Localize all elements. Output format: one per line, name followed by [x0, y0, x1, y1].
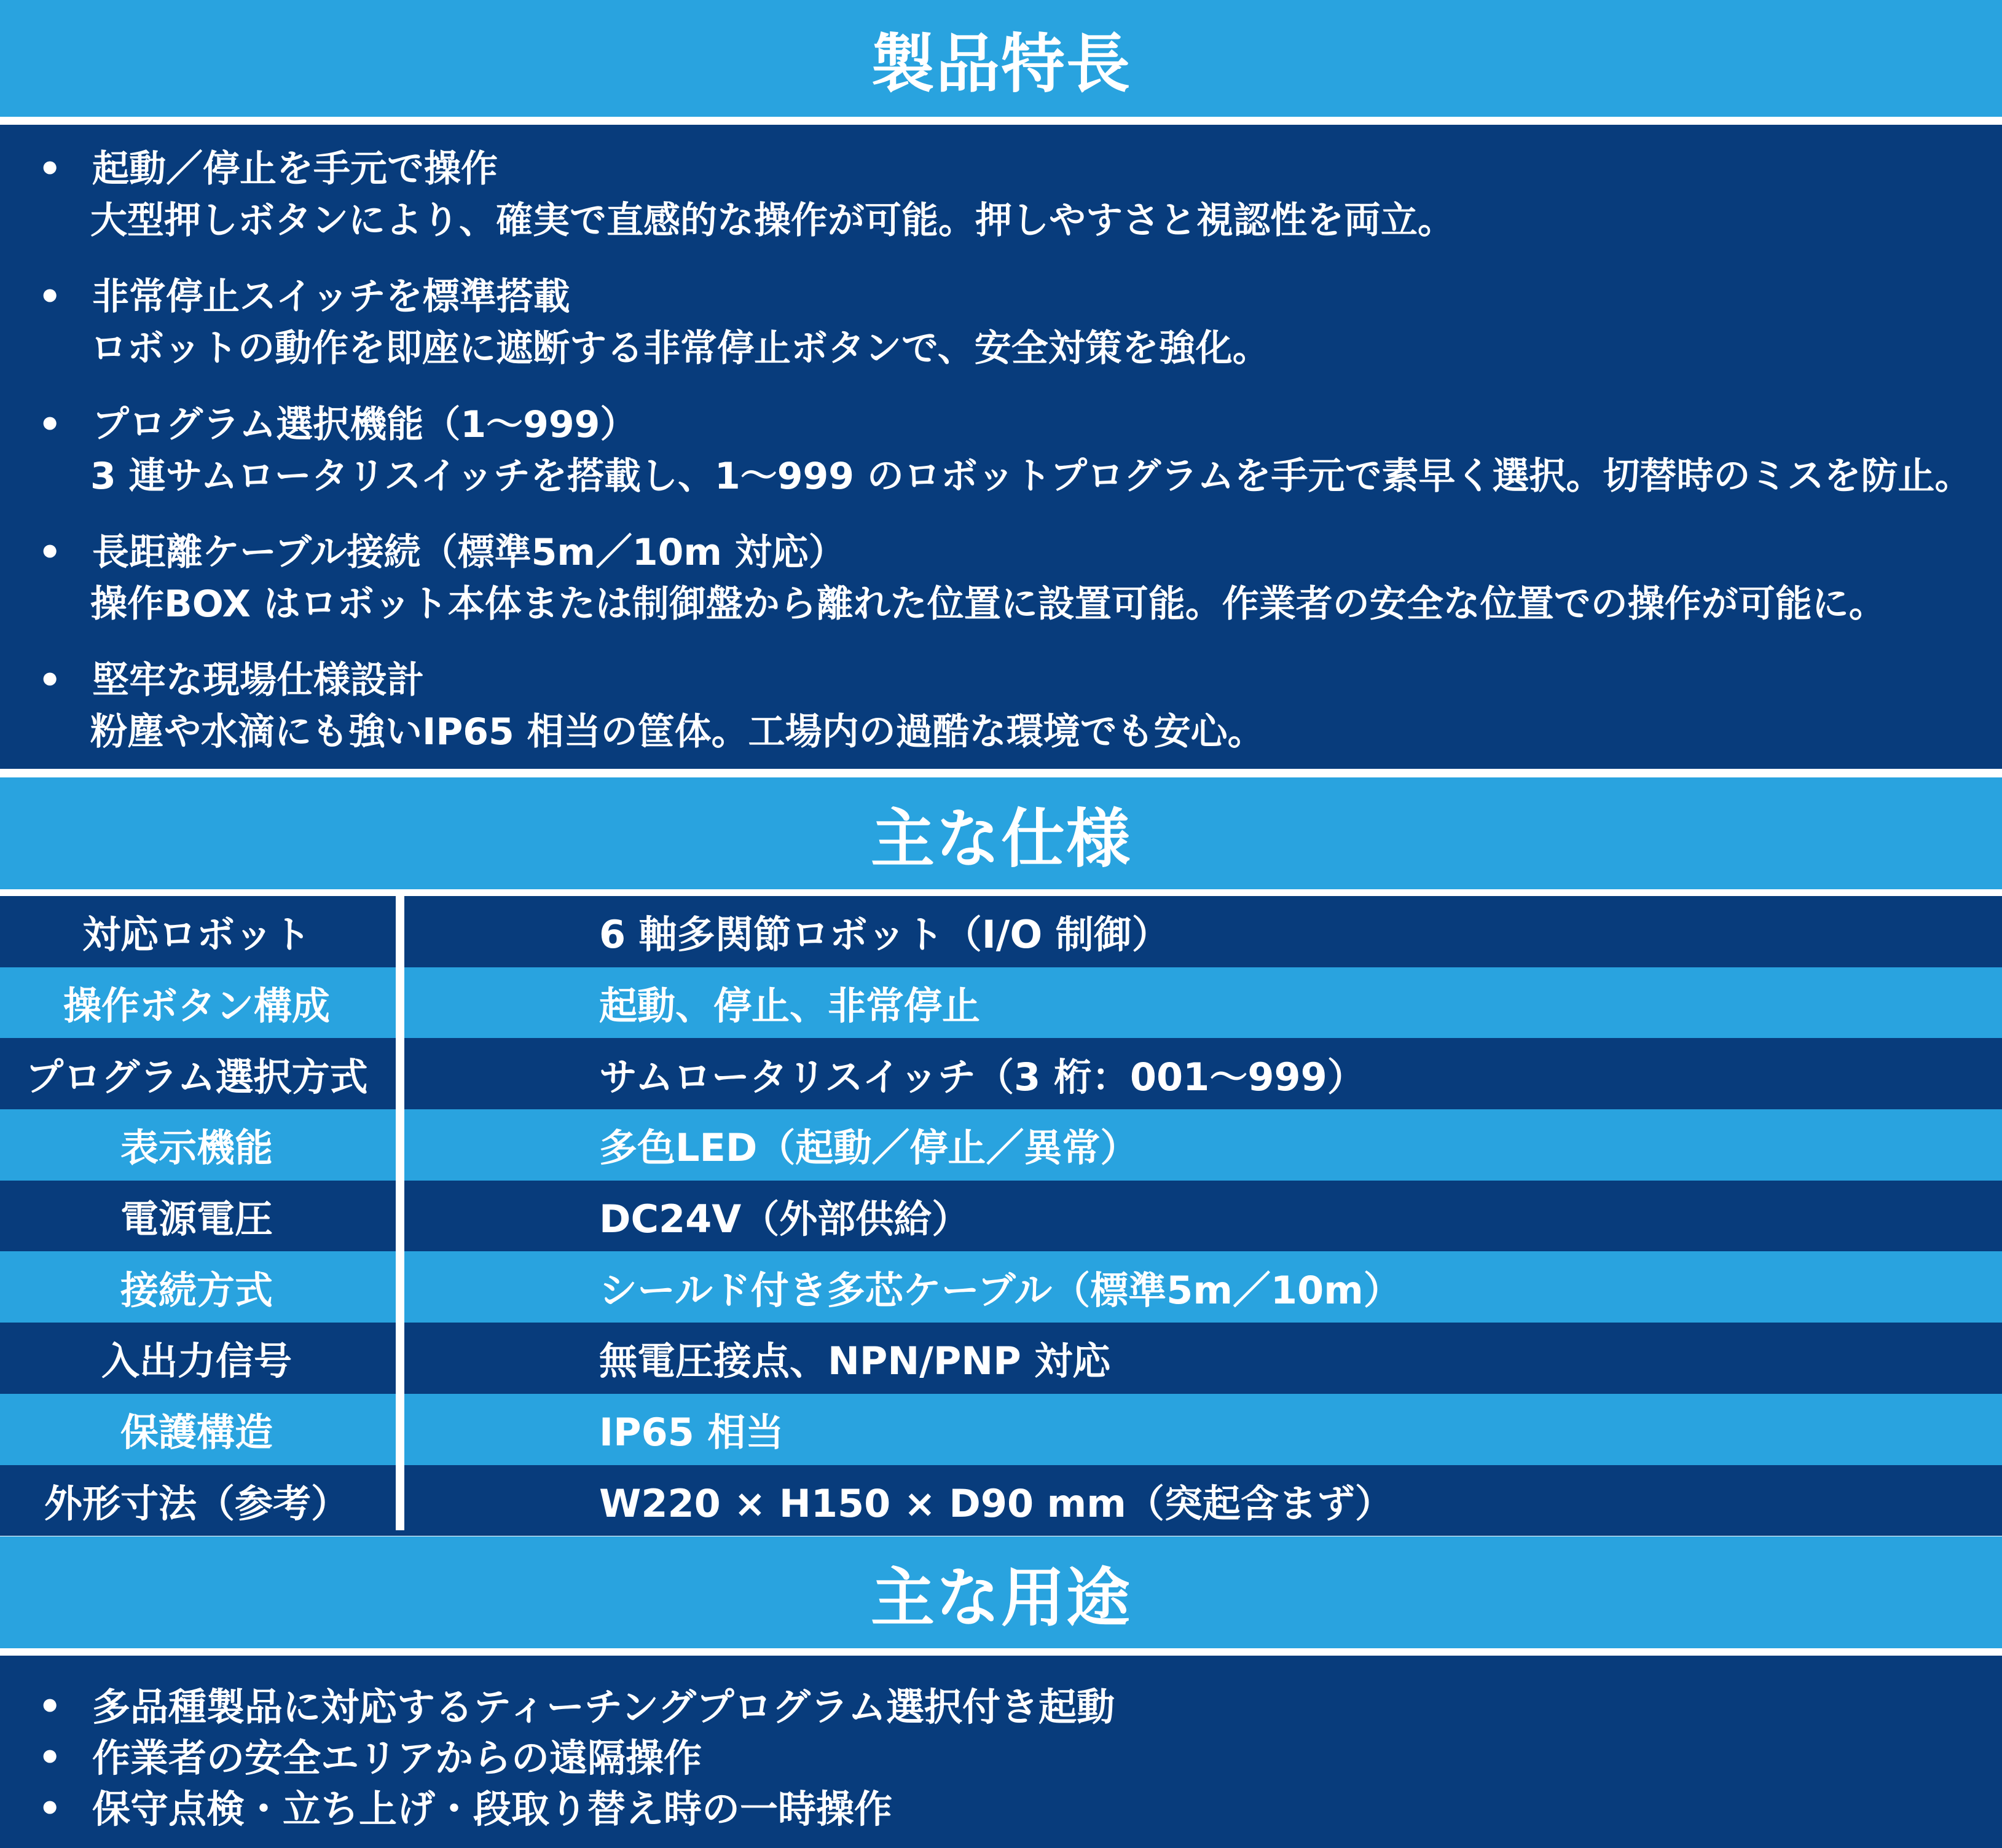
- table-row: [0, 967, 2002, 1039]
- table-row: [0, 1038, 2002, 1109]
- table-row: [0, 1181, 2002, 1252]
- spec-value: 6 軸多関節ロボット（I/O 制御）: [599, 912, 1170, 957]
- spec-label: プログラム選択方式: [25, 1054, 368, 1099]
- uses-header: [0, 1536, 2002, 1648]
- bullet-icon: •: [38, 1736, 62, 1779]
- use-text: 多品種製品に対応するティーチングプログラム選択付き起動: [92, 1685, 1115, 1729]
- bullet-icon: •: [38, 531, 62, 574]
- features-title: 製品特長: [870, 26, 1131, 101]
- use-text: 作業者の安全エリアからの遠隔操作: [92, 1736, 702, 1780]
- spec-label: 外形寸法（参考）: [44, 1480, 349, 1526]
- spec-value: W220 × H150 × D90 mm（突起含まず）: [599, 1480, 1393, 1526]
- bullet-icon: •: [38, 147, 62, 191]
- feature-heading: 非常停止スイッチを標準搭載: [92, 275, 570, 318]
- specs-table: [0, 896, 2002, 1536]
- feature-description: ロボットの動作を即座に遮断する非常停止ボタンで、安全対策を強化。: [90, 327, 1270, 370]
- use-text: 保守点検・立ち上げ・段取り替え時の一時操作: [92, 1787, 893, 1831]
- table-row: [0, 1109, 2002, 1181]
- uses-title: 主な用途: [870, 1560, 1131, 1635]
- feature-item: [0, 143, 2002, 246]
- bullet-icon: •: [38, 1787, 62, 1830]
- feature-item: [0, 399, 2002, 502]
- uses-panel: [0, 1656, 2002, 1848]
- table-row: [0, 1465, 2002, 1536]
- spec-value: サムロータリスイッチ（3 桁：001〜999）: [599, 1054, 1365, 1099]
- feature-heading: 堅牢な現場仕様設計: [92, 659, 424, 702]
- feature-heading: 起動／停止を手元で操作: [92, 147, 498, 191]
- feature-description: 粉塵や水滴にも強いIP65 相当の筐体。工場内の過酷な環境でも安心。: [90, 710, 1265, 753]
- features-list: [0, 143, 2002, 758]
- spec-label: 接続方式: [120, 1267, 273, 1313]
- bullet-icon: •: [38, 1685, 62, 1728]
- uses-list: [0, 1656, 2002, 1834]
- spec-value: 無電圧接点、NPN/PNP 対応: [599, 1339, 1111, 1384]
- feature-heading: プログラム選択機能（1〜999）: [92, 403, 637, 446]
- spec-label: 表示機能: [120, 1125, 273, 1171]
- spec-label: 電源電圧: [120, 1197, 273, 1242]
- list-item: [0, 1732, 2002, 1783]
- table-column-divider: [396, 896, 404, 1530]
- feature-item: [0, 655, 2002, 758]
- feature-description: 操作BOX はロボット本体または制御盤から離れた位置に設置可能。作業者の安全な位置での操作が可能に。: [90, 583, 1886, 626]
- specs-header: [0, 777, 2002, 889]
- feature-item: [0, 527, 2002, 630]
- features-panel: [0, 125, 2002, 769]
- table-row: [0, 1251, 2002, 1323]
- table-row: [0, 1323, 2002, 1394]
- bullet-icon: •: [38, 403, 62, 446]
- spec-value: IP65 相当: [599, 1410, 784, 1455]
- list-item: [0, 1783, 2002, 1834]
- spec-value: シールド付き多芯ケーブル（標準5m／10m）: [599, 1267, 1402, 1313]
- spec-value: DC24V（外部供給）: [599, 1197, 970, 1242]
- feature-heading: 長距離ケーブル接続（標準5m／10m 対応）: [92, 531, 846, 574]
- feature-description: 大型押しボタンにより、確実で直感的な操作が可能。押しやすさと視認性を両立。: [90, 199, 1454, 242]
- table-row: [0, 1394, 2002, 1465]
- feature-description: 3 連サムロータリスイッチを搭載し、1〜999 のロボットプログラムを手元で素早く選択。切替時のミスを防止。: [90, 455, 1972, 498]
- spec-value: 起動、停止、非常停止: [599, 983, 981, 1029]
- spec-label: 保護構造: [120, 1410, 273, 1455]
- bullet-icon: •: [38, 275, 62, 318]
- specs-title: 主な仕様: [870, 801, 1131, 876]
- spec-value: 多色LED（起動／停止／異常）: [599, 1125, 1139, 1171]
- spec-label: 対応ロボット: [82, 912, 311, 957]
- features-header: [0, 0, 2002, 117]
- list-item: [0, 1681, 2002, 1732]
- feature-item: [0, 271, 2002, 374]
- spec-label: 入出力信号: [101, 1339, 292, 1384]
- table-row: [0, 896, 2002, 967]
- spec-label: 操作ボタン構成: [63, 983, 330, 1029]
- bullet-icon: •: [38, 659, 62, 702]
